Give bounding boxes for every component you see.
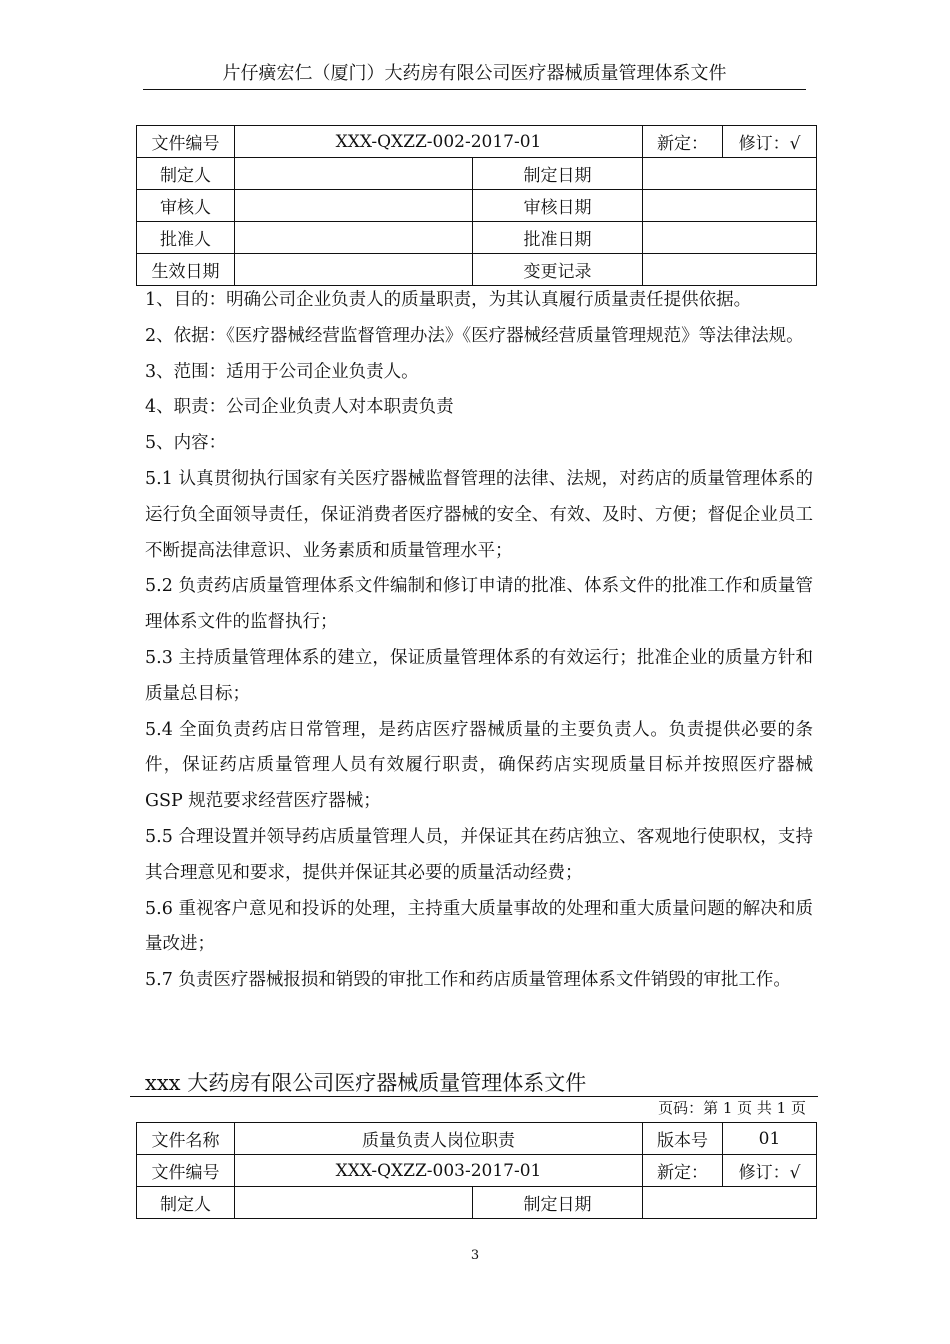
paragraph: 5.3 主持质量管理体系的建立，保证质量管理体系的有效运行；批准企业的质量方针和质量总目标；: [145, 647, 813, 704]
table-row: [137, 1187, 817, 1219]
paragraph: 2、依据：《医疗器械经营监督管理办法》《医疗器械经营质量管理规范》等法律法规。: [145, 325, 804, 346]
paragraph: 5、内容：: [145, 433, 227, 454]
author-date-label: 制定日期: [473, 1187, 643, 1219]
paragraph: 5.5 合理设置并领导药店质量管理人员，并保证其在药店独立、客观地行使职权，支持其合理意见和要求，提供并保证其必要的质量活动经费；: [145, 826, 813, 883]
author-value: [235, 1187, 473, 1219]
table-row: [137, 1123, 817, 1155]
effective-date-value: [235, 254, 473, 286]
doc-number-label: 文件编号: [137, 126, 235, 158]
approval-date-label: 批准日期: [473, 222, 643, 254]
doc-number-label: 文件编号: [137, 1155, 235, 1187]
paragraph: 3、范围：适用于公司企业负责人。: [145, 361, 419, 382]
page-number: 3: [470, 1248, 480, 1263]
doc-number-value: XXX-QXZZ-002-2017-01: [235, 126, 643, 158]
author-label: 制定人: [137, 1187, 235, 1219]
version-label: 版本号: [643, 1123, 723, 1155]
version-value: 01: [723, 1123, 817, 1155]
author-date-value: [643, 158, 817, 190]
paragraph: 5.7 负责医疗器械报损和销毁的审批工作和药店质量管理体系文件销毁的审批工作。: [145, 970, 791, 991]
next-document-header: xxx 大药房有限公司医疗器械质量管理体系文件: [145, 1071, 587, 1095]
reviewer-value: [235, 190, 473, 222]
table-row: [137, 254, 817, 286]
document-body: [145, 283, 813, 999]
author-date-label: 制定日期: [473, 158, 643, 190]
table-row: [137, 222, 817, 254]
new-label: 新定：: [643, 1155, 723, 1187]
paragraph: 5.4 全面负责药店日常管理，是药店医疗器械质量的主要负责人。负责提供必要的条件，保证药店质量管理人员有效履行职责，确保药店实现质量目标并按照医疗器械 GSP 规范要求经营医疗器械；: [145, 719, 813, 812]
approver-value: [235, 222, 473, 254]
table-row: [137, 126, 817, 158]
revise-label: 修订：√: [723, 1155, 817, 1187]
doc-number-value: XXX-QXZZ-003-2017-01: [235, 1155, 643, 1187]
author-date-value: [643, 1187, 817, 1219]
page-info: 页码：第 1 页 共 1 页: [658, 1099, 806, 1117]
change-record-label: 变更记录: [473, 254, 643, 286]
change-record-value: [643, 254, 817, 286]
paragraph: 1、目的：明确公司企业负责人的质量职责，为其认真履行质量责任提供依据。: [145, 290, 752, 310]
paragraph: 5.1 认真贯彻执行国家有关医疗器械监督管理的法律、法规，对药店的质量管理体系的运行负全面领导责任，保证消费者医疗器械的安全、有效、及时、方便；督促企业员工不断提高法律意识、业务素质和质量管理水平；: [145, 468, 813, 561]
paragraph: 5.6 重视客户意见和投诉的处理，主持重大质量事故的处理和重大质量问题的解决和质量改进；: [145, 898, 813, 955]
approver-label: 批准人: [137, 222, 235, 254]
table-row: [137, 158, 817, 190]
doc-name-value: 质量负责人岗位职责: [235, 1123, 643, 1155]
table-row: [137, 1155, 817, 1187]
table-row: [137, 190, 817, 222]
author-value: [235, 158, 473, 190]
next-document-info-table: [136, 1122, 817, 1219]
author-label: 制定人: [137, 158, 235, 190]
paragraph: 4、职责：公司企业负责人对本职责负责: [145, 397, 454, 418]
review-date-value: [643, 190, 817, 222]
effective-date-label: 生效日期: [137, 254, 235, 286]
document-info-table: [136, 125, 817, 286]
review-date-label: 审核日期: [473, 190, 643, 222]
reviewer-label: 审核人: [137, 190, 235, 222]
paragraph: 5.2 负责药店质量管理体系文件编制和修订申请的批准、体系文件的批准工作和质量管理体系文件的监督执行；: [145, 576, 813, 633]
new-label: 新定：: [643, 126, 723, 158]
document-header: 片仔癀宏仁（厦门）大药房有限公司医疗器械质量管理体系文件: [143, 60, 806, 90]
doc-name-label: 文件名称: [137, 1123, 235, 1155]
approval-date-value: [643, 222, 817, 254]
revise-label: 修订：√: [723, 126, 817, 158]
